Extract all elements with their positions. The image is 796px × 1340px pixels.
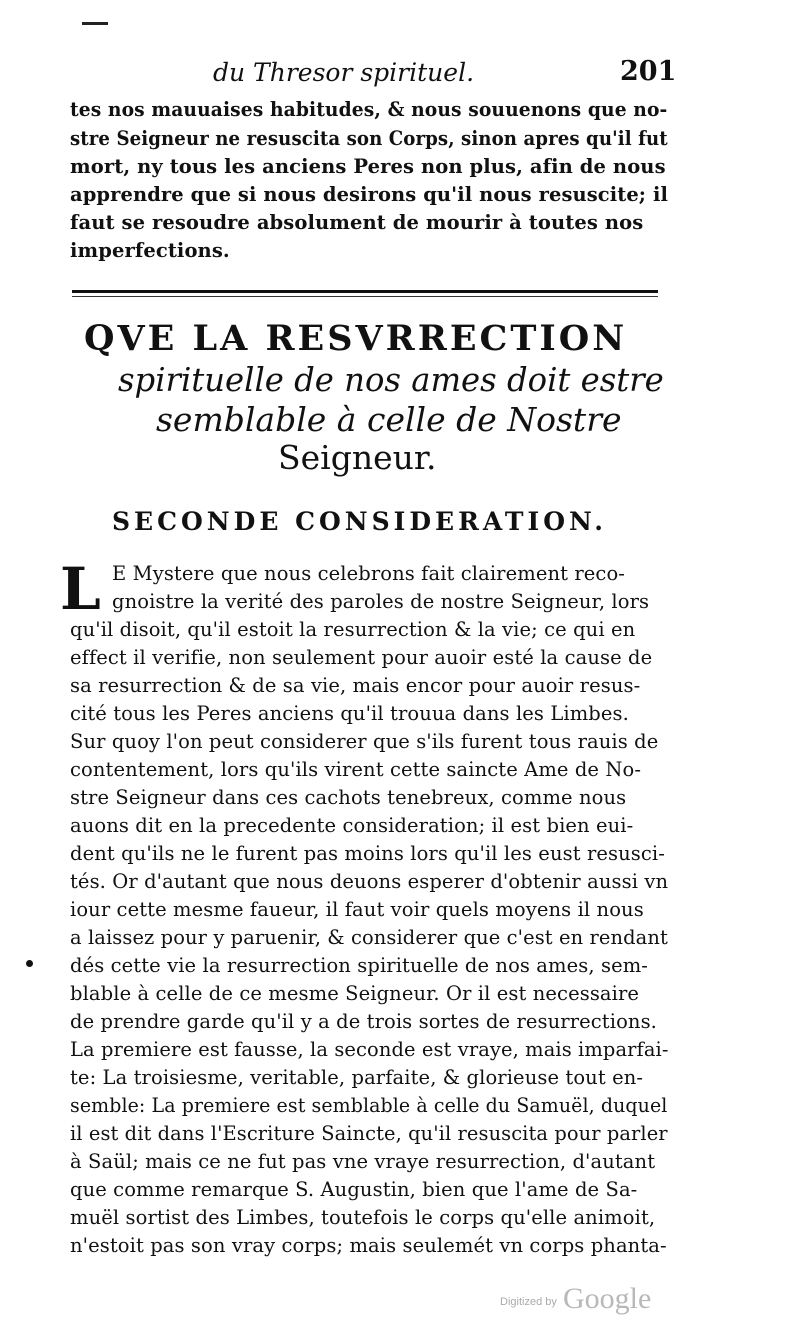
text-line: faut se resoudre absolument de mourir à toutes nos bbox=[70, 211, 644, 234]
drop-cap: L bbox=[60, 555, 101, 623]
text-line: auons dit en la precedente consideration; il est bien eui- bbox=[70, 814, 634, 837]
section-divider bbox=[72, 290, 658, 293]
section-heading: SECONDE CONSIDERATION. bbox=[112, 507, 607, 536]
text-line: semble: La premiere est semblable à celle du Samuël, duquel bbox=[70, 1094, 668, 1117]
text-line: tés. Or d'autant que nous deuons esperer d'obtenir aussi vn bbox=[70, 870, 669, 893]
chapter-title-line: QVE LA RESVRRECTION bbox=[84, 318, 628, 359]
text-line: qu'il disoit, qu'il estoit la resurrection & la vie; ce qui en bbox=[70, 618, 636, 641]
margin-dot bbox=[26, 960, 33, 967]
text-line: gnoistre la verité des paroles de nostre Seigneur, lors bbox=[112, 590, 650, 613]
chapter-title-line: Seigneur. bbox=[278, 438, 437, 477]
google-logo: Google bbox=[563, 1282, 652, 1315]
text-line: sa resurrection & de sa vie, mais encor pour auoir resus- bbox=[70, 674, 641, 697]
text-line: tes nos mauuaises habitudes, & nous souuenons que no- bbox=[70, 98, 668, 121]
chapter-title-line: semblable à celle de Nostre bbox=[156, 400, 622, 439]
text-line: mort, ny tous les anciens Peres non plus, afin de nous bbox=[70, 155, 666, 178]
text-line: blable à celle de ce mesme Seigneur. Or il est necessaire bbox=[70, 982, 640, 1005]
top-mark bbox=[82, 22, 108, 25]
page-number: 201 bbox=[620, 56, 677, 87]
text-line: contentement, lors qu'ils virent cette saincte Ame de No- bbox=[70, 758, 642, 781]
text-line: à Saül; mais ce ne fut pas vne vraye resurrection, d'autant bbox=[70, 1150, 656, 1173]
text-line: il est dit dans l'Escriture Saincte, qu'il resuscita pour parler bbox=[70, 1122, 668, 1145]
text-line: La premiere est fausse, la seconde est vraye, mais imparfai- bbox=[70, 1038, 669, 1061]
text-line: muël sortist des Limbes, toutefois le corps qu'elle animoit, bbox=[70, 1206, 656, 1229]
text-line: stre Seigneur dans ces cachots tenebreux, comme nous bbox=[70, 786, 627, 809]
text-line: que comme remarque S. Augustin, bien que l'ame de Sa- bbox=[70, 1178, 638, 1201]
text-line: imperfections. bbox=[70, 239, 230, 262]
text-line: Sur quoy l'on peut considerer que s'ils furent tous rauis de bbox=[70, 730, 659, 753]
text-line: dés cette vie la resurrection spirituelle de nos ames, sem- bbox=[70, 954, 648, 977]
text-line: te: La troisiesme, veritable, parfaite, & glorieuse tout en- bbox=[70, 1066, 644, 1089]
text-line: a laissez pour y paruenir, & considerer que c'est en rendant bbox=[70, 926, 668, 949]
running-title: du Thresor spirituel. bbox=[213, 58, 475, 87]
text-line: cité tous les Peres anciens qu'il trouua dans les Limbes. bbox=[70, 702, 629, 725]
digitized-by-label: Digitized by bbox=[500, 1296, 557, 1308]
chapter-title-line: spirituelle de nos ames doit estre bbox=[118, 360, 664, 399]
text-line: stre Seigneur ne resuscita son Corps, sinon apres qu'il fut bbox=[70, 127, 668, 150]
text-line: n'estoit pas son vray corps; mais seulemét vn corps phanta- bbox=[70, 1234, 667, 1257]
section-divider-thin bbox=[72, 296, 658, 297]
text-line: E Mystere que nous celebrons fait clairement reco- bbox=[112, 562, 625, 585]
text-line: apprendre que si nous desirons qu'il nous resuscite; il bbox=[70, 183, 668, 206]
text-line: dent qu'ils ne le furent pas moins lors qu'il les eust resusci- bbox=[70, 842, 665, 865]
text-line: de prendre garde qu'il y a de trois sortes de resurrections. bbox=[70, 1010, 657, 1033]
text-line: iour cette mesme faueur, il faut voir quels moyens il nous bbox=[70, 898, 644, 921]
text-line: effect il verifie, non seulement pour auoir esté la cause de bbox=[70, 646, 653, 669]
